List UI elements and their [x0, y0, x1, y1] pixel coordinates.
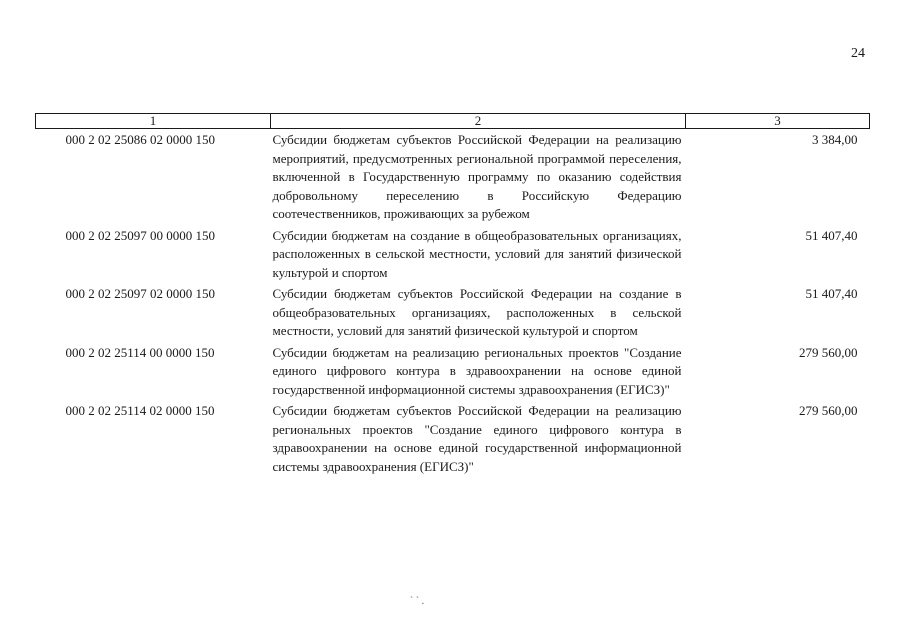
- table-row: [36, 344, 870, 403]
- amount-cell: 51 407,40: [805, 286, 858, 301]
- table-body: [36, 129, 870, 480]
- table-row: [36, 227, 870, 286]
- amount-cell: 279 560,00: [799, 403, 858, 418]
- budget-code-cell: 000 2 02 25086 02 0000 150: [65, 132, 215, 147]
- column-header-amount: 3: [686, 114, 870, 129]
- table-header: [36, 114, 870, 129]
- budget-revenue-table: [35, 113, 870, 479]
- scan-marks: ` ` .: [410, 596, 425, 607]
- budget-code-cell: 000 2 02 25097 00 0000 150: [65, 227, 215, 243]
- description-cell: Субсидии бюджетам субъектов Российской Федерации на создание в общеобразовательных организациях, расположенных в сельской местности, условий для занятий физической культурой и спортом: [272, 286, 682, 338]
- budget-code-cell: 000 2 02 25114 02 0000 150: [65, 403, 215, 418]
- budget-code-cell: 000 2 02 25114 00 0000 150: [65, 344, 215, 360]
- table-row: [36, 129, 870, 227]
- table-header-row: [36, 114, 870, 129]
- description-cell: Субсидии бюджетам на создание в общеобразовательных организациях, расположенных в сельской местности, условий для занятий физической культурой и спортом: [272, 227, 682, 280]
- page-number: 24: [851, 46, 865, 61]
- column-header-description: 2: [271, 114, 686, 129]
- description-cell: Субсидии бюджетам на реализацию региональных проектов "Создание единого цифрового контура в здравоохранении на основе единой государственной информационной системы здравоохранения (ЕГИСЗ)": [272, 344, 682, 397]
- column-header-code: 1: [36, 114, 271, 129]
- amount-cell: 279 560,00: [799, 344, 858, 360]
- description-cell: Субсидии бюджетам субъектов Российской Федерации на реализацию мероприятий, предусмотренных региональной программой переселения, включенной в Государственную программу по оказанию содействия добровольному переселению в Российскую Федерацию соотечественников, проживающих за рубежом: [272, 132, 682, 221]
- amount-cell: 3 384,00: [812, 132, 858, 147]
- table-row: [36, 285, 870, 344]
- budget-code-cell: 000 2 02 25097 02 0000 150: [65, 286, 215, 301]
- table-row: [36, 402, 870, 479]
- description-cell: Субсидии бюджетам субъектов Российской Федерации на реализацию региональных проектов "Создание единого цифрового контура в здравоохранении на основе единой государственной информационной системы здравоохранения (ЕГИСЗ)": [272, 403, 682, 474]
- amount-cell: 51 407,40: [805, 227, 858, 243]
